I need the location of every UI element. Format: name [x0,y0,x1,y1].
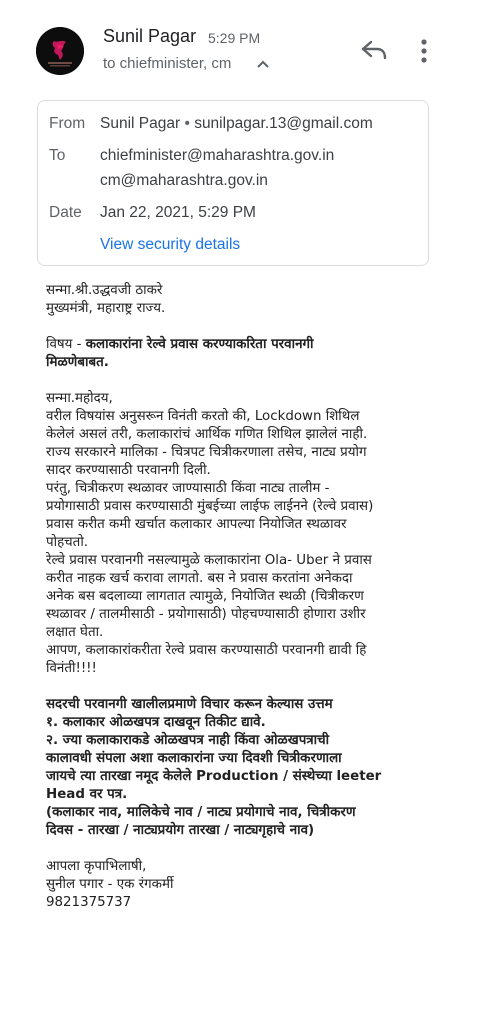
request-line: (कलाकार नाव, मालिकेचे नाव / नाट्य प्रयोगाचे नाव, चित्रीकरण [46,805,356,820]
from-value [100,115,373,133]
body-line: वरील विषयांस अनुसरून विनंती करतो की, Lockdown शिथिल [46,409,360,424]
request-line: २. ज्या कलाकाराकडे ओळखपत्र नाही किंवा ओळखपत्राची [46,733,330,748]
from-name: Sunil Pagar [100,115,181,132]
view-security-details-link[interactable]: View security details [100,236,241,253]
from-email[interactable]: sunilpagar.13@gmail.com [194,115,373,132]
signoff-line-2: सुनील पगार - एक रंगकर्मी [46,877,174,892]
body-line: प्रवास करीत कमी खर्चात कलाकार आपल्या नियोजित स्थळावर [46,517,347,532]
email-header [0,0,477,92]
body-line: राज्य सरकारने मालिका - चित्रपट चित्रीकरणाला तसेच, नाट्य प्रयोग [46,445,367,460]
request-line: सदरची परवानगी खालीलप्रमाणे विचार करून केल्यास उत्तम [46,697,333,712]
body-line: अनेक बस बदलाव्या लागतात त्यामुळे, नियोजित स्थळी (चित्रीकरण [46,589,364,604]
subject-line-2: मिळणेबाबत. [46,355,109,370]
chevron-up-icon[interactable] [256,59,270,69]
email-time: 5:29 PM [208,30,261,46]
greeting-line-1: सन्मा.श्री.उद्धवजी ठाकरे [46,283,163,298]
phone-number[interactable]: 9821375737 [46,895,132,910]
reply-icon[interactable] [360,38,388,62]
profile-logo-icon [36,27,84,75]
request-line: दिवस - तारखा / नाट्यप्रयोग तारखा / नाट्यगृहाचे नाव) [46,823,315,838]
body-line: करीत नाहक खर्च करावा लागतो. बस ने प्रवास करतांना अनेकदा [46,571,353,586]
message-details-card [37,100,429,266]
to-label: To [49,147,66,164]
more-vert-icon[interactable] [414,38,434,64]
subject-line-1 [46,336,466,354]
request-line: कालावधी संपला अशा कलाकारांना ज्या दिवशी चित्रीकरणाला [46,751,342,766]
subject-text-1: कलाकारांना रेल्वे प्रवास करण्याकरिता परवानगी [85,337,314,352]
subject-prefix: विषय - [46,337,86,352]
request-line: Head वर पत्र. [46,787,128,802]
body-line: रेल्वे प्रवास परवानगी नसल्यामुळे कलाकारांना Ola- Uber ने प्रवास [46,553,372,568]
body-paragraph [46,408,466,678]
body-line: सादर करण्यासाठी परवानगी दिली. [46,463,211,478]
date-value: Jan 22, 2021, 5:29 PM [100,204,256,221]
to-recipient-1[interactable]: chiefminister@maharashtra.gov.in [100,147,335,164]
body-line: आपण, कलाकारांकरीता रेल्वे प्रवास करण्यासाठी परवानगी द्यावी हि [46,643,367,658]
date-label: Date [49,204,82,221]
body-line: लक्षात घेता. [46,625,104,640]
avatar[interactable] [36,27,84,75]
body-line: स्थळावर / तालमीसाठी - प्रयोगासाठी) पोहचण्यासाठी होणारा उशीर [46,607,366,622]
recipients-summary[interactable]: to chiefminister, cm [103,55,232,72]
bullet-separator: • [180,115,195,132]
salutation: सन्मा.महोदय, [46,391,113,406]
signoff-line-1: आपला कृपाभिलाषी, [46,859,147,874]
body-line: विनंती!!!! [46,661,97,676]
to-recipient-2[interactable]: cm@maharashtra.gov.in [100,172,268,189]
request-line: १. कलाकार ओळखपत्र दाखवून तिकीट द्यावे. [46,715,266,730]
body-line: प्रयोगासाठी प्रवास करण्यासाठी मुंबईच्या लाईफ लाईनने (रेल्वे प्रवास) [46,499,374,514]
greeting-line-2: मुख्यमंत्री, महाराष्ट्र राज्य. [46,301,166,316]
request-line: जायचे त्या तारखा नमूद केलेले Production / संस्थेच्या leeter [46,769,382,784]
sender-name: Sunil Pagar [103,26,197,46]
request-list [46,696,466,840]
from-label: From [49,115,86,132]
body-line: केलेलं असलं तरी, कलाकारांचं आर्थिक गणित शिथिल झालेलं नाही. [46,427,368,442]
body-line: परंतु, चित्रीकरण स्थळावर जाण्यासाठी किंवा नाट्य तालीम - [46,481,330,496]
message-body [46,282,466,912]
body-line: पोहचतो. [46,535,89,550]
